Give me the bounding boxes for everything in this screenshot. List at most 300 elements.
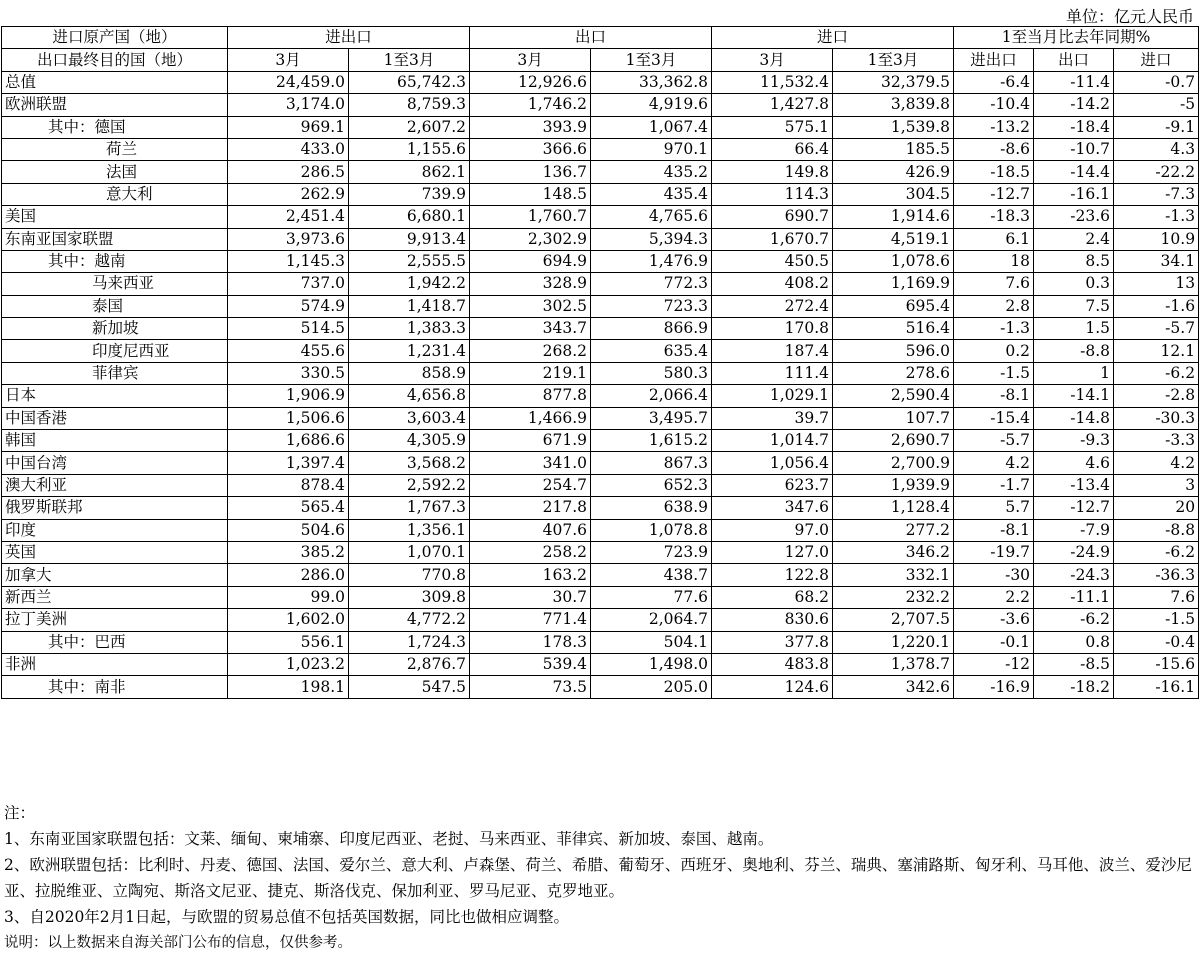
table-row <box>2 474 1199 496</box>
value-cell: 205.0 <box>591 676 712 698</box>
value-cell: -11.4 <box>1034 71 1114 93</box>
value-cell: 435.2 <box>591 161 712 183</box>
region-name: 新西兰 <box>2 586 228 608</box>
value-cell: 671.9 <box>470 430 591 452</box>
region-name: 印度 <box>2 519 228 541</box>
value-cell: 862.1 <box>349 161 470 183</box>
disclaimer: 说明：以上数据来自海关部门公布的信息，仅供参考。 <box>4 935 352 951</box>
value-cell: 217.8 <box>470 497 591 519</box>
table-row <box>2 206 1199 228</box>
header-col: 3月 <box>470 49 591 71</box>
value-cell: 1,939.9 <box>833 474 954 496</box>
region-name: 马来西亚 <box>2 273 228 295</box>
value-cell: 32,379.5 <box>833 71 954 93</box>
value-cell: 2,592.2 <box>349 474 470 496</box>
value-cell: 2.2 <box>954 586 1034 608</box>
value-cell: -16.1 <box>1034 183 1114 205</box>
value-cell: 575.1 <box>712 116 833 138</box>
value-cell: -1.5 <box>954 362 1034 384</box>
value-cell: 341.0 <box>470 452 591 474</box>
value-cell: 690.7 <box>712 206 833 228</box>
value-cell: -0.7 <box>1114 71 1199 93</box>
value-cell: 2,707.5 <box>833 609 954 631</box>
value-cell: 136.7 <box>470 161 591 183</box>
value-cell: 1,078.8 <box>591 519 712 541</box>
table-row <box>2 653 1199 675</box>
value-cell: 39.7 <box>712 407 833 429</box>
table-row <box>2 116 1199 138</box>
value-cell: 332.1 <box>833 564 954 586</box>
value-cell: -3.6 <box>954 609 1034 631</box>
value-cell: 694.9 <box>470 250 591 272</box>
header-import: 进口 <box>712 27 954 49</box>
value-cell: 878.4 <box>228 474 349 496</box>
region-name: 印度尼西亚 <box>2 340 228 362</box>
value-cell: -5 <box>1114 94 1199 116</box>
value-cell: 438.7 <box>591 564 712 586</box>
value-cell: 652.3 <box>591 474 712 496</box>
value-cell: -11.1 <box>1034 586 1114 608</box>
value-cell: -6.2 <box>1114 541 1199 563</box>
value-cell: 574.9 <box>228 295 349 317</box>
header-destination: 出口最终目的国（地） <box>2 49 228 71</box>
value-cell: 695.4 <box>833 295 954 317</box>
value-cell: 866.9 <box>591 318 712 340</box>
value-cell: 830.6 <box>712 609 833 631</box>
value-cell: 1,476.9 <box>591 250 712 272</box>
region-name: 意大利 <box>2 183 228 205</box>
value-cell: 1,906.9 <box>228 385 349 407</box>
value-cell: 377.8 <box>712 631 833 653</box>
region-name: 菲律宾 <box>2 362 228 384</box>
table-row <box>2 609 1199 631</box>
region-name: 泰国 <box>2 295 228 317</box>
value-cell: 178.3 <box>470 631 591 653</box>
value-cell: 18 <box>954 250 1034 272</box>
value-cell: -15.4 <box>954 407 1034 429</box>
value-cell: 8,759.3 <box>349 94 470 116</box>
table-row <box>2 161 1199 183</box>
value-cell: 66.4 <box>712 138 833 160</box>
value-cell: 124.6 <box>712 676 833 698</box>
value-cell: 4,772.2 <box>349 609 470 631</box>
value-cell: 969.1 <box>228 116 349 138</box>
value-cell: -15.6 <box>1114 653 1199 675</box>
table-row <box>2 519 1199 541</box>
value-cell: 3,973.6 <box>228 228 349 250</box>
value-cell: 1,615.2 <box>591 430 712 452</box>
value-cell: 4.3 <box>1114 138 1199 160</box>
value-cell: 2,607.2 <box>349 116 470 138</box>
value-cell: 2,700.9 <box>833 452 954 474</box>
value-cell: -16.9 <box>954 676 1034 698</box>
region-name: 法国 <box>2 161 228 183</box>
value-cell: 309.8 <box>349 586 470 608</box>
region-name: 中国台湾 <box>2 452 228 474</box>
value-cell: 1,767.3 <box>349 497 470 519</box>
value-cell: 286.0 <box>228 564 349 586</box>
header-col: 3月 <box>712 49 833 71</box>
value-cell: -8.8 <box>1114 519 1199 541</box>
value-cell: 0.2 <box>954 340 1034 362</box>
value-cell: -1.5 <box>1114 609 1199 631</box>
value-cell: 2.8 <box>954 295 1034 317</box>
value-cell: 3,603.4 <box>349 407 470 429</box>
table-row <box>2 94 1199 116</box>
header-region: 进口原产国（地） <box>2 27 228 49</box>
value-cell: -0.4 <box>1114 631 1199 653</box>
value-cell: 9,913.4 <box>349 228 470 250</box>
header-col: 出口 <box>1034 49 1114 71</box>
value-cell: -8.1 <box>954 519 1034 541</box>
value-cell: 219.1 <box>470 362 591 384</box>
value-cell: 1,539.8 <box>833 116 954 138</box>
region-name: 中国香港 <box>2 407 228 429</box>
header-col: 进出口 <box>954 49 1034 71</box>
value-cell: 623.7 <box>712 474 833 496</box>
value-cell: -9.3 <box>1034 430 1114 452</box>
header-row-2 <box>2 49 1199 71</box>
value-cell: -18.3 <box>954 206 1034 228</box>
value-cell: 198.1 <box>228 676 349 698</box>
value-cell: 286.5 <box>228 161 349 183</box>
value-cell: 4,519.1 <box>833 228 954 250</box>
value-cell: -8.5 <box>1034 653 1114 675</box>
value-cell: -24.3 <box>1034 564 1114 586</box>
table-row <box>2 250 1199 272</box>
table-row <box>2 407 1199 429</box>
value-cell: -7.3 <box>1114 183 1199 205</box>
value-cell: 2,064.7 <box>591 609 712 631</box>
value-cell: 4,305.9 <box>349 430 470 452</box>
value-cell: -19.7 <box>954 541 1034 563</box>
value-cell: 5.7 <box>954 497 1034 519</box>
value-cell: -8.8 <box>1034 340 1114 362</box>
value-cell: 7.6 <box>1114 586 1199 608</box>
value-cell: 3,568.2 <box>349 452 470 474</box>
value-cell: 4,656.8 <box>349 385 470 407</box>
region-name: 加拿大 <box>2 564 228 586</box>
value-cell: 1,231.4 <box>349 340 470 362</box>
table-row <box>2 228 1199 250</box>
value-cell: 24,459.0 <box>228 71 349 93</box>
value-cell: 3,174.0 <box>228 94 349 116</box>
value-cell: 435.4 <box>591 183 712 205</box>
value-cell: 114.3 <box>712 183 833 205</box>
value-cell: 12,926.6 <box>470 71 591 93</box>
value-cell: 504.6 <box>228 519 349 541</box>
notes-section <box>4 800 1196 956</box>
value-cell: 385.2 <box>228 541 349 563</box>
value-cell: 516.4 <box>833 318 954 340</box>
value-cell: 1,397.4 <box>228 452 349 474</box>
value-cell: 1,070.1 <box>349 541 470 563</box>
value-cell: 111.4 <box>712 362 833 384</box>
value-cell: -18.5 <box>954 161 1034 183</box>
value-cell: 330.5 <box>228 362 349 384</box>
value-cell: -8.6 <box>954 138 1034 160</box>
value-cell: 13 <box>1114 273 1199 295</box>
value-cell: 1,029.1 <box>712 385 833 407</box>
value-cell: 1,078.6 <box>833 250 954 272</box>
value-cell: 272.4 <box>712 295 833 317</box>
table-row <box>2 586 1199 608</box>
value-cell: 1,602.0 <box>228 609 349 631</box>
value-cell: 1,418.7 <box>349 295 470 317</box>
value-cell: 539.4 <box>470 653 591 675</box>
value-cell: 6.1 <box>954 228 1034 250</box>
value-cell: 347.6 <box>712 497 833 519</box>
value-cell: -12.7 <box>954 183 1034 205</box>
value-cell: 1,746.2 <box>470 94 591 116</box>
header-col: 3月 <box>228 49 349 71</box>
value-cell: 1,023.2 <box>228 653 349 675</box>
region-name: 其中：巴西 <box>2 631 228 653</box>
value-cell: 2,876.7 <box>349 653 470 675</box>
table-row <box>2 676 1199 698</box>
value-cell: 455.6 <box>228 340 349 362</box>
value-cell: -16.1 <box>1114 676 1199 698</box>
value-cell: 739.9 <box>349 183 470 205</box>
value-cell: 771.4 <box>470 609 591 631</box>
table-row <box>2 564 1199 586</box>
value-cell: -9.1 <box>1114 116 1199 138</box>
value-cell: 1,056.4 <box>712 452 833 474</box>
value-cell: 580.3 <box>591 362 712 384</box>
value-cell: 7.5 <box>1034 295 1114 317</box>
value-cell: 1,145.3 <box>228 250 349 272</box>
table-row <box>2 295 1199 317</box>
value-cell: 1,724.3 <box>349 631 470 653</box>
table-row <box>2 340 1199 362</box>
value-cell: 4.2 <box>954 452 1034 474</box>
value-cell: 127.0 <box>712 541 833 563</box>
value-cell: 723.9 <box>591 541 712 563</box>
region-name: 欧洲联盟 <box>2 94 228 116</box>
value-cell: -18.4 <box>1034 116 1114 138</box>
notes-title: 注： <box>4 804 36 822</box>
value-cell: -14.8 <box>1034 407 1114 429</box>
region-name: 非洲 <box>2 653 228 675</box>
value-cell: 328.9 <box>470 273 591 295</box>
header-yoy: 1至当月比去年同期% <box>954 27 1199 49</box>
value-cell: 97.0 <box>712 519 833 541</box>
table-row <box>2 318 1199 340</box>
value-cell: -1.6 <box>1114 295 1199 317</box>
value-cell: 1,670.7 <box>712 228 833 250</box>
value-cell: 232.2 <box>833 586 954 608</box>
value-cell: 149.8 <box>712 161 833 183</box>
value-cell: -12 <box>954 653 1034 675</box>
region-name: 美国 <box>2 206 228 228</box>
value-cell: 1,942.2 <box>349 273 470 295</box>
value-cell: 1,169.9 <box>833 273 954 295</box>
value-cell: 0.3 <box>1034 273 1114 295</box>
value-cell: 3 <box>1114 474 1199 496</box>
value-cell: 5,394.3 <box>591 228 712 250</box>
table-row <box>2 430 1199 452</box>
value-cell: -6.2 <box>1034 609 1114 631</box>
value-cell: -14.1 <box>1034 385 1114 407</box>
value-cell: 1,498.0 <box>591 653 712 675</box>
value-cell: -1.3 <box>1114 206 1199 228</box>
value-cell: 1,220.1 <box>833 631 954 653</box>
value-cell: 20 <box>1114 497 1199 519</box>
value-cell: 3,495.7 <box>591 407 712 429</box>
value-cell: 433.0 <box>228 138 349 160</box>
value-cell: 148.5 <box>470 183 591 205</box>
value-cell: 262.9 <box>228 183 349 205</box>
value-cell: 638.9 <box>591 497 712 519</box>
header-total-trade: 进出口 <box>228 27 470 49</box>
region-name: 澳大利亚 <box>2 474 228 496</box>
value-cell: -2.8 <box>1114 385 1199 407</box>
value-cell: 1,506.6 <box>228 407 349 429</box>
value-cell: 408.2 <box>712 273 833 295</box>
value-cell: 343.7 <box>470 318 591 340</box>
value-cell: -6.2 <box>1114 362 1199 384</box>
value-cell: 268.2 <box>470 340 591 362</box>
value-cell: -14.2 <box>1034 94 1114 116</box>
value-cell: 407.6 <box>470 519 591 541</box>
value-cell: -10.7 <box>1034 138 1114 160</box>
value-cell: 547.5 <box>349 676 470 698</box>
value-cell: 73.5 <box>470 676 591 698</box>
table-row <box>2 541 1199 563</box>
value-cell: 68.2 <box>712 586 833 608</box>
value-cell: 1,760.7 <box>470 206 591 228</box>
value-cell: 34.1 <box>1114 250 1199 272</box>
value-cell: 1,466.9 <box>470 407 591 429</box>
value-cell: 4,919.6 <box>591 94 712 116</box>
value-cell: -36.3 <box>1114 564 1199 586</box>
value-cell: -14.4 <box>1034 161 1114 183</box>
region-name: 东南亚国家联盟 <box>2 228 228 250</box>
value-cell: 4,765.6 <box>591 206 712 228</box>
region-name: 新加坡 <box>2 318 228 340</box>
value-cell: 4.2 <box>1114 452 1199 474</box>
value-cell: 1,155.6 <box>349 138 470 160</box>
value-cell: -0.1 <box>954 631 1034 653</box>
table-row <box>2 138 1199 160</box>
table-row <box>2 71 1199 93</box>
value-cell: -3.3 <box>1114 430 1199 452</box>
value-cell: 2,302.9 <box>470 228 591 250</box>
value-cell: 65,742.3 <box>349 71 470 93</box>
table-row <box>2 452 1199 474</box>
header-col: 1至3月 <box>833 49 954 71</box>
value-cell: 2,066.4 <box>591 385 712 407</box>
value-cell: 187.4 <box>712 340 833 362</box>
value-cell: 7.6 <box>954 273 1034 295</box>
value-cell: -24.9 <box>1034 541 1114 563</box>
value-cell: 1.5 <box>1034 318 1114 340</box>
value-cell: 393.9 <box>470 116 591 138</box>
value-cell: 426.9 <box>833 161 954 183</box>
value-cell: 556.1 <box>228 631 349 653</box>
value-cell: 723.3 <box>591 295 712 317</box>
value-cell: 258.2 <box>470 541 591 563</box>
value-cell: 277.2 <box>833 519 954 541</box>
value-cell: 33,362.8 <box>591 71 712 93</box>
value-cell: 77.6 <box>591 586 712 608</box>
value-cell: 2,451.4 <box>228 206 349 228</box>
value-cell: -8.1 <box>954 385 1034 407</box>
header-col: 1至3月 <box>591 49 712 71</box>
region-name: 总值 <box>2 71 228 93</box>
value-cell: 970.1 <box>591 138 712 160</box>
value-cell: 1 <box>1034 362 1114 384</box>
trade-table <box>1 26 1199 699</box>
value-cell: 4.6 <box>1034 452 1114 474</box>
value-cell: -1.3 <box>954 318 1034 340</box>
value-cell: 122.8 <box>712 564 833 586</box>
value-cell: 346.2 <box>833 541 954 563</box>
value-cell: 858.9 <box>349 362 470 384</box>
unit-label: 单位：亿元人民币 <box>1065 7 1194 26</box>
value-cell: 1,067.4 <box>591 116 712 138</box>
value-cell: -5.7 <box>1114 318 1199 340</box>
header-export: 出口 <box>470 27 712 49</box>
table-row <box>2 183 1199 205</box>
note-item: 2、欧洲联盟包括：比利时、丹麦、德国、法国、爱尔兰、意大利、卢森堡、荷兰、希腊、葡萄牙、西班牙、奥地利、芬兰、瑞典、塞浦路斯、匈牙利、马耳他、波兰、爱沙尼亚、拉脱维亚、立陶宛、斯洛文尼亚、捷克、斯洛伐克、保加利亚、罗马尼亚、克罗地亚。 <box>4 856 1192 900</box>
value-cell: 596.0 <box>833 340 954 362</box>
note-item: 1、东南亚国家联盟包括：文莱、缅甸、柬埔寨、印度尼西亚、老挝、马来西亚、菲律宾、新加坡、泰国、越南。 <box>4 830 774 848</box>
value-cell: 342.6 <box>833 676 954 698</box>
value-cell: 867.3 <box>591 452 712 474</box>
note-item: 3、自2020年2月1日起，与欧盟的贸易总值不包括英国数据，同比也做相应调整。 <box>4 908 570 926</box>
value-cell: -30.3 <box>1114 407 1199 429</box>
header-row-1 <box>2 27 1199 49</box>
value-cell: 254.7 <box>470 474 591 496</box>
value-cell: 2,555.5 <box>349 250 470 272</box>
value-cell: 10.9 <box>1114 228 1199 250</box>
value-cell: 2,690.7 <box>833 430 954 452</box>
value-cell: 99.0 <box>228 586 349 608</box>
value-cell: 450.5 <box>712 250 833 272</box>
value-cell: 635.4 <box>591 340 712 362</box>
value-cell: 772.3 <box>591 273 712 295</box>
table-row <box>2 273 1199 295</box>
value-cell: 2.4 <box>1034 228 1114 250</box>
region-name: 韩国 <box>2 430 228 452</box>
value-cell: 278.6 <box>833 362 954 384</box>
value-cell: 163.2 <box>470 564 591 586</box>
value-cell: 1,378.7 <box>833 653 954 675</box>
header-col: 进口 <box>1114 49 1199 71</box>
table-row <box>2 362 1199 384</box>
value-cell: 1,356.1 <box>349 519 470 541</box>
value-cell: 1,427.8 <box>712 94 833 116</box>
value-cell: -22.2 <box>1114 161 1199 183</box>
value-cell: -10.4 <box>954 94 1034 116</box>
region-name: 其中：德国 <box>2 116 228 138</box>
table-row <box>2 631 1199 653</box>
value-cell: 1,686.6 <box>228 430 349 452</box>
value-cell: 2,590.4 <box>833 385 954 407</box>
value-cell: 30.7 <box>470 586 591 608</box>
value-cell: 8.5 <box>1034 250 1114 272</box>
value-cell: 1,014.7 <box>712 430 833 452</box>
value-cell: 12.1 <box>1114 340 1199 362</box>
value-cell: -12.7 <box>1034 497 1114 519</box>
region-name: 其中：越南 <box>2 250 228 272</box>
value-cell: 1,128.4 <box>833 497 954 519</box>
value-cell: -18.2 <box>1034 676 1114 698</box>
header-col: 1至3月 <box>349 49 470 71</box>
value-cell: -7.9 <box>1034 519 1114 541</box>
region-name: 日本 <box>2 385 228 407</box>
